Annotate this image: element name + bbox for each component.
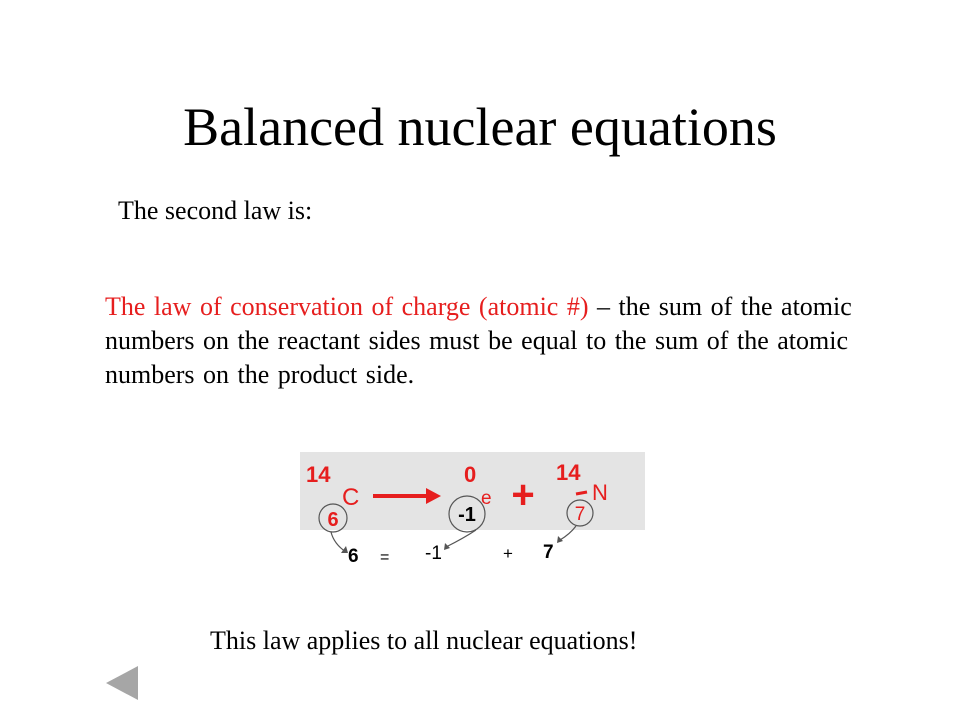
equation-diagram [300,452,645,582]
sum-nitrogen-value: 7 [543,542,554,563]
electron-symbol: e [481,488,492,509]
equation-figure [300,452,645,582]
intro-text: The second law is: [118,196,313,225]
electron-charge: -1 [458,504,476,526]
carbon-mass-number: 14 [306,462,331,487]
nitrogen-pointer-arrow-head [557,536,563,543]
back-button[interactable] [106,666,138,700]
carbon-atomic-number: 6 [327,509,339,531]
nitrogen-mass-number: 14 [556,460,581,485]
sum-electron-value: -1 [425,543,442,564]
law-description: – the sum of the atomic numbers on the reactant sides must be equal to the sum of the atomic numbers on the product side. [105,292,852,389]
sum-carbon-value: 6 [348,546,359,567]
carbon-pointer-arrow [331,532,346,552]
sum-equals-sign: = [380,549,390,566]
law-statement [105,290,895,392]
closing-note: This law applies to all nuclear equations! [210,626,638,655]
plus-sign: + [511,473,535,517]
electron-pointer-arrow [446,530,476,547]
triangle-left-icon [106,666,138,700]
slide-title: Balanced nuclear equations [183,97,777,157]
law-name: The law of conservation of charge (atomic #) [105,292,589,321]
electron-pointer-arrow-head [444,543,450,550]
sum-plus-sign: + [503,544,513,563]
nitrogen-symbol: N [592,480,608,505]
nitrogen-atomic-number: 7 [574,504,586,525]
electron-mass-number: 0 [464,462,477,487]
carbon-symbol: C [342,484,360,511]
nitrogen-mark [576,492,587,494]
